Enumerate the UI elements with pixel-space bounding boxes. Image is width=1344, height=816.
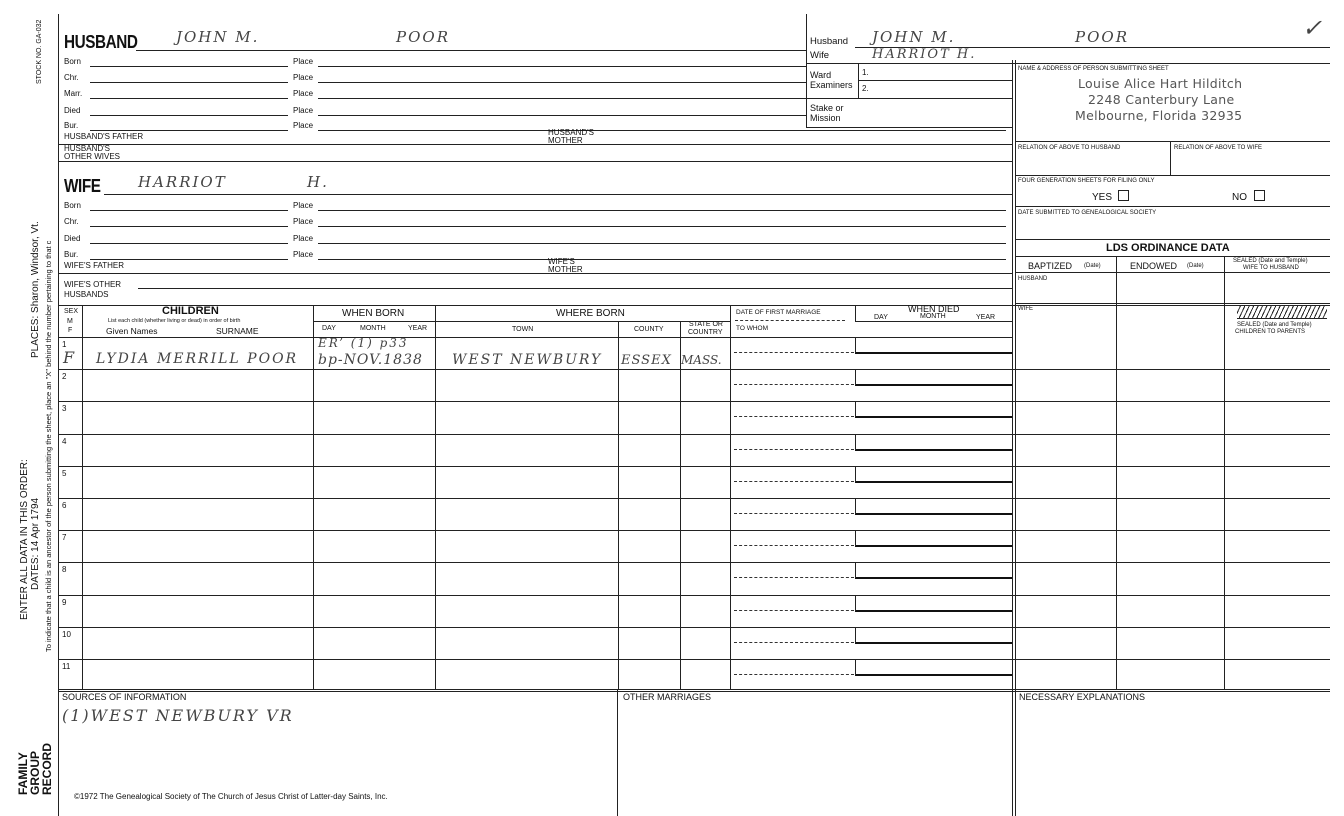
no-label: NO: [1232, 192, 1247, 203]
yes-label: YES: [1092, 192, 1113, 203]
wife-initial[interactable]: H.: [307, 173, 329, 191]
sealed-ctp-label2: CHILDREN TO PARENTS: [1235, 329, 1306, 335]
sources-value[interactable]: (1)WEST NEWBURY VR: [62, 706, 294, 725]
wife-chr-label: Chr.: [64, 217, 79, 226]
left-border: [58, 14, 59, 816]
state-label1: STATE OR: [689, 321, 723, 328]
wife-born-place-line[interactable]: [318, 210, 1006, 211]
submitter-street: 2248 Canterbury Lane: [1088, 92, 1235, 107]
child1-name[interactable]: LYDIA MERRILL POOR: [96, 351, 299, 367]
wife-bur-place-label: Place: [293, 250, 314, 259]
places-note: PLACES: Sharon, Windsor, Vt.: [30, 221, 41, 358]
yes-checkbox[interactable]: [1118, 190, 1129, 201]
copyright: ©1972 The Genealogical Society of The Church of Jesus Christ of Latter-day Saints, Inc.: [74, 792, 388, 801]
child-row-number: 9: [62, 598, 67, 607]
child-died-tick: [855, 337, 856, 353]
county-label: COUNTY: [634, 326, 664, 333]
right-panel-border2: [1015, 60, 1016, 816]
to-whom-label: TO WHOM: [736, 325, 769, 332]
lds-husband-label: HUSBAND: [1018, 276, 1048, 282]
child-row-line: [59, 595, 1330, 596]
child-marriage-date-line[interactable]: [734, 513, 854, 514]
wife-died-place-line[interactable]: [318, 243, 1006, 244]
husbands-other-wives-label2: OTHER WIVES: [64, 152, 121, 161]
wife-heading: WIFE: [64, 176, 101, 196]
child-died-tick: [855, 562, 856, 578]
child-row-number: 5: [62, 469, 67, 478]
child-died-tick: [855, 595, 856, 611]
wife-other-husbands-line[interactable]: [138, 288, 1012, 289]
child-died-line[interactable]: [855, 513, 1012, 515]
born-year-label: YEAR: [408, 325, 428, 332]
lds-title: LDS ORDINANCE DATA: [1106, 242, 1230, 254]
child-died-tick: [855, 659, 856, 675]
child-surname-label: SURNAME: [216, 326, 259, 336]
explanations-label: NECESSARY EXPLANATIONS: [1019, 692, 1146, 702]
center-border: [806, 14, 807, 127]
wife-born-label: Born: [64, 201, 81, 210]
wifes-mother-label2: MOTHER: [548, 265, 583, 274]
child-marriage-date-line[interactable]: [734, 545, 854, 546]
wife-given-name[interactable]: HARRIOT: [138, 173, 227, 191]
stock-number: STOCK NO. GA-032: [36, 19, 43, 84]
right-wife-label: Wife: [810, 50, 829, 61]
child-marriage-date-line[interactable]: [734, 384, 854, 385]
form-title-line1: FAMILY: [16, 752, 30, 795]
first-marriage-label: DATE OF FIRST MARRIAGE: [736, 309, 821, 316]
wifes-father-label: WIFE'S FATHER: [64, 261, 125, 270]
husbands-other-wives-label1: HUSBAND'S: [64, 144, 110, 153]
child-row-number: 1: [62, 340, 67, 349]
four-gen-label: FOUR GENERATION SHEETS FOR FILING ONLY: [1018, 178, 1155, 184]
ward-label: Ward: [810, 70, 832, 80]
col-born: [435, 305, 436, 689]
child-row-number: 8: [62, 565, 67, 574]
husband-died-line[interactable]: [90, 115, 288, 116]
children-top-line: [59, 305, 1330, 306]
children-header-bottom: [59, 337, 1012, 338]
husband-chr-place-label: Place: [293, 73, 314, 82]
relation-to-wife-label: RELATION OF ABOVE TO WIFE: [1174, 145, 1263, 151]
child1-born-note[interactable]: ER’ (1) p33: [318, 336, 409, 350]
wife-born-place-label: Place: [293, 201, 314, 210]
col-county: [680, 321, 681, 689]
child-died-tick: [855, 530, 856, 546]
husband-died-label: Died: [64, 106, 81, 115]
wifes-mother-label1: WIFE'S: [548, 257, 575, 266]
stake-line[interactable]: [806, 127, 1012, 128]
husbands-father-label: HUSBAND'S FATHER: [64, 132, 144, 141]
examiner-1: 1.: [862, 68, 869, 77]
date-submitted-line[interactable]: [1015, 239, 1330, 240]
husbands-mother-label1: HUSBAND'S: [548, 128, 594, 137]
lds-col-divider2: [1224, 256, 1225, 689]
child-row-number: 7: [62, 533, 67, 542]
stake-label2: Mission: [810, 113, 841, 123]
stake-label1: Stake or: [810, 103, 844, 113]
examiners-label: Examiners: [810, 80, 853, 90]
child-marriage-date-line[interactable]: [734, 449, 854, 450]
examiner-2: 2.: [862, 84, 869, 93]
lds-title-line: [1015, 256, 1330, 257]
wife-chr-place-line[interactable]: [318, 226, 1006, 227]
children-label: CHILDREN: [162, 305, 219, 317]
wife-born-line[interactable]: [90, 210, 288, 211]
child-died-tick: [855, 498, 856, 514]
child-marriage-date-line[interactable]: [734, 674, 854, 675]
submitter-city: Melbourne, Florida 32935: [1075, 108, 1243, 123]
right-husband-given[interactable]: JOHN M.: [872, 28, 956, 46]
relation-bottom-line: [1015, 175, 1330, 176]
wife-chr-place-label: Place: [293, 217, 314, 226]
lds-header-line: [1015, 272, 1330, 273]
right-panel-border: [1012, 60, 1013, 816]
first-marriage-dash: [735, 320, 845, 321]
child-died-line[interactable]: [855, 577, 1012, 579]
husband-marr-label: Marr.: [64, 89, 83, 98]
child1-born-date[interactable]: bp-NOV.1838: [318, 352, 423, 368]
child-died-tick: [855, 434, 856, 450]
right-wife-line[interactable]: [806, 63, 1330, 64]
husband-born-place-label: Place: [293, 57, 314, 66]
child-marriage-date-line[interactable]: [734, 352, 854, 353]
husband-bur-place-line[interactable]: [318, 130, 1006, 131]
town-label: TOWN: [512, 326, 534, 333]
husband-chr-label: Chr.: [64, 73, 79, 82]
lds-col-divider1: [1116, 256, 1117, 689]
husband-born-line[interactable]: [90, 66, 288, 67]
died-month-label: MONTH: [920, 313, 946, 320]
list-note: List each child (whether living or dead) in order of birth: [108, 318, 241, 324]
right-husband-surname[interactable]: POOR: [1075, 28, 1129, 46]
submitter-label: NAME & ADDRESS OF PERSON SUBMITTING SHEET: [1018, 66, 1169, 72]
husband-marr-place-label: Place: [293, 89, 314, 98]
husband-bur-place-label: Place: [293, 121, 314, 130]
child-row-line: [59, 530, 1330, 531]
child-marriage-date-line[interactable]: [734, 416, 854, 417]
child-died-tick: [855, 401, 856, 417]
wife-name-line[interactable]: [104, 194, 1012, 195]
sealed-wth-label2: WIFE TO HUSBAND: [1243, 265, 1299, 271]
relation-divider: [1170, 141, 1171, 175]
child-row-line: [59, 466, 1330, 467]
child-died-line[interactable]: [855, 610, 1012, 612]
wife-died-label: Died: [64, 234, 81, 243]
col-state: [730, 305, 731, 689]
husband-bur-label: Bur.: [64, 121, 79, 130]
husband-marr-line[interactable]: [90, 98, 288, 99]
footer-divider: [617, 689, 618, 816]
relation-to-husband-label: RELATION OF ABOVE TO HUSBAND: [1018, 145, 1121, 151]
endowed-label: ENDOWED: [1130, 261, 1177, 271]
husband-died-place-label: Place: [293, 106, 314, 115]
child-died-line[interactable]: [855, 545, 1012, 547]
child1-town[interactable]: WEST NEWBURY: [452, 352, 603, 368]
husband-bur-line[interactable]: [90, 130, 288, 131]
child-row-line: [59, 434, 1330, 435]
husband-died-place-line[interactable]: [318, 115, 806, 116]
col-sex: [82, 305, 83, 689]
when-died-header-line: [855, 321, 1012, 322]
baptized-label: BAPTIZED: [1028, 261, 1073, 271]
child-died-line[interactable]: [855, 416, 1012, 418]
child1-sex[interactable]: F: [63, 348, 77, 367]
wife-father-line[interactable]: [59, 273, 1012, 274]
wife-bur-label: Bur.: [64, 250, 79, 259]
sources-label: SOURCES OF INFORMATION: [62, 692, 187, 702]
where-born-label: WHERE BORN: [556, 308, 625, 319]
wife-bur-line[interactable]: [90, 259, 288, 260]
husband-name-line: [136, 50, 806, 51]
form-title-line3: RECORD: [40, 742, 54, 795]
wife-chr-line[interactable]: [90, 226, 288, 227]
child-row-number: 11: [62, 662, 71, 671]
right-husband-label: Husband: [810, 36, 849, 47]
died-day-label: DAY: [874, 314, 888, 321]
ward-bottom-line: [806, 98, 1012, 99]
wife-died-place-label: Place: [293, 234, 314, 243]
child-died-line[interactable]: [855, 481, 1012, 483]
husband-heading: HUSBAND: [64, 32, 138, 52]
born-day-label: DAY: [322, 325, 336, 332]
wife-bur-place-line[interactable]: [318, 259, 1006, 260]
lds-husband-line[interactable]: [1015, 303, 1330, 304]
child-died-line[interactable]: [855, 384, 1012, 386]
baptized-date-label: (Date): [1084, 263, 1101, 269]
other-marriages-label: OTHER MARRIAGES: [623, 692, 712, 702]
sex-label: SEX: [64, 308, 79, 315]
sealed-ctp-label1: SEALED (Date and Temple): [1237, 322, 1312, 328]
sealed-wth-label1: SEALED (Date and Temple): [1233, 258, 1308, 264]
indicate-ancestor-note: To indicate that a child is an ancestor of the person submitting the sheet, place an "X" behind the number pertaining to that c: [44, 240, 53, 652]
died-year-label: YEAR: [976, 314, 996, 321]
husbands-mother-label2: MOTHER: [548, 136, 583, 145]
child-row-number: 6: [62, 501, 67, 510]
state-label2: COUNTRY: [688, 329, 723, 336]
examiner-1-line[interactable]: [858, 80, 1012, 81]
when-born-label: WHEN BORN: [342, 308, 405, 319]
child-row-number: 10: [62, 630, 71, 639]
child-row-line: [59, 659, 1330, 660]
child-died-line[interactable]: [855, 352, 1012, 354]
dates-note: DATES: 14 Apr 1794: [30, 497, 41, 590]
sex-f-label: F: [68, 327, 73, 334]
husband-chr-line[interactable]: [90, 82, 288, 83]
sealed-hatch-area: [1237, 305, 1327, 319]
child-row-line: [59, 401, 1330, 402]
child-row-line: [59, 562, 1330, 563]
submitter-name: Louise Alice Hart Hilditch: [1078, 76, 1243, 91]
child-died-line[interactable]: [855, 674, 1012, 676]
child1-county[interactable]: ESSEX: [621, 353, 672, 368]
husband-born-place-line[interactable]: [318, 66, 806, 67]
born-month-label: MONTH: [360, 325, 386, 332]
child1-state[interactable]: MASS.: [681, 353, 722, 367]
husband-born-label: Born: [64, 57, 81, 66]
no-checkbox[interactable]: [1254, 190, 1265, 201]
lds-wife-label: WIFE: [1018, 306, 1033, 312]
form-title-line2: GROUP: [28, 750, 42, 795]
date-submitted-label: DATE SUBMITTED TO GENEALOGICAL SOCIETY: [1018, 210, 1157, 216]
child-died-tick: [855, 466, 856, 482]
child-marriage-date-line[interactable]: [734, 610, 854, 611]
wifes-other-husbands-label2: HUSBANDS: [64, 290, 109, 299]
child-row-number: 2: [62, 372, 67, 381]
husband-father-line[interactable]: [59, 144, 1012, 145]
husband-given-name[interactable]: JOHN M.: [176, 28, 260, 46]
child-marriage-date-line[interactable]: [734, 481, 854, 482]
when-born-header-line: [313, 321, 730, 322]
four-gen-bottom-line: [1015, 206, 1330, 207]
submitter-bottom-line: [1015, 141, 1330, 142]
husband-other-wives-line[interactable]: [59, 161, 1012, 162]
sex-m-label: M: [67, 318, 73, 325]
enter-order-note: ENTER ALL DATA IN THIS ORDER:: [19, 459, 30, 620]
wife-died-line[interactable]: [90, 243, 288, 244]
given-names-label: Given Names: [106, 326, 158, 336]
husband-surname[interactable]: POOR: [396, 28, 450, 46]
child-row-line: [59, 369, 1330, 370]
when-died-label: WHEN DIED: [908, 304, 960, 314]
wifes-other-husbands-label1: WIFE'S OTHER: [64, 280, 122, 289]
col-died-head: [855, 305, 856, 321]
child-died-line[interactable]: [855, 642, 1012, 644]
child-died-tick: [855, 369, 856, 385]
child-row-line: [59, 627, 1330, 628]
child-row-number: 4: [62, 437, 67, 446]
child-marriage-date-line[interactable]: [734, 642, 854, 643]
endowed-date-label: (Date): [1187, 263, 1204, 269]
child-row-number: 3: [62, 404, 67, 413]
child-died-tick: [855, 627, 856, 643]
husband-chr-place-line[interactable]: [318, 82, 806, 83]
child-marriage-date-line[interactable]: [734, 577, 854, 578]
footer-top-line: [59, 689, 1330, 690]
child-row-line: [59, 498, 1330, 499]
checkmark: ✓: [1302, 14, 1325, 42]
col-town: [618, 321, 619, 689]
right-wife-name[interactable]: HARRIOT H.: [872, 47, 977, 62]
col-name: [313, 305, 314, 689]
child-died-line[interactable]: [855, 449, 1012, 451]
